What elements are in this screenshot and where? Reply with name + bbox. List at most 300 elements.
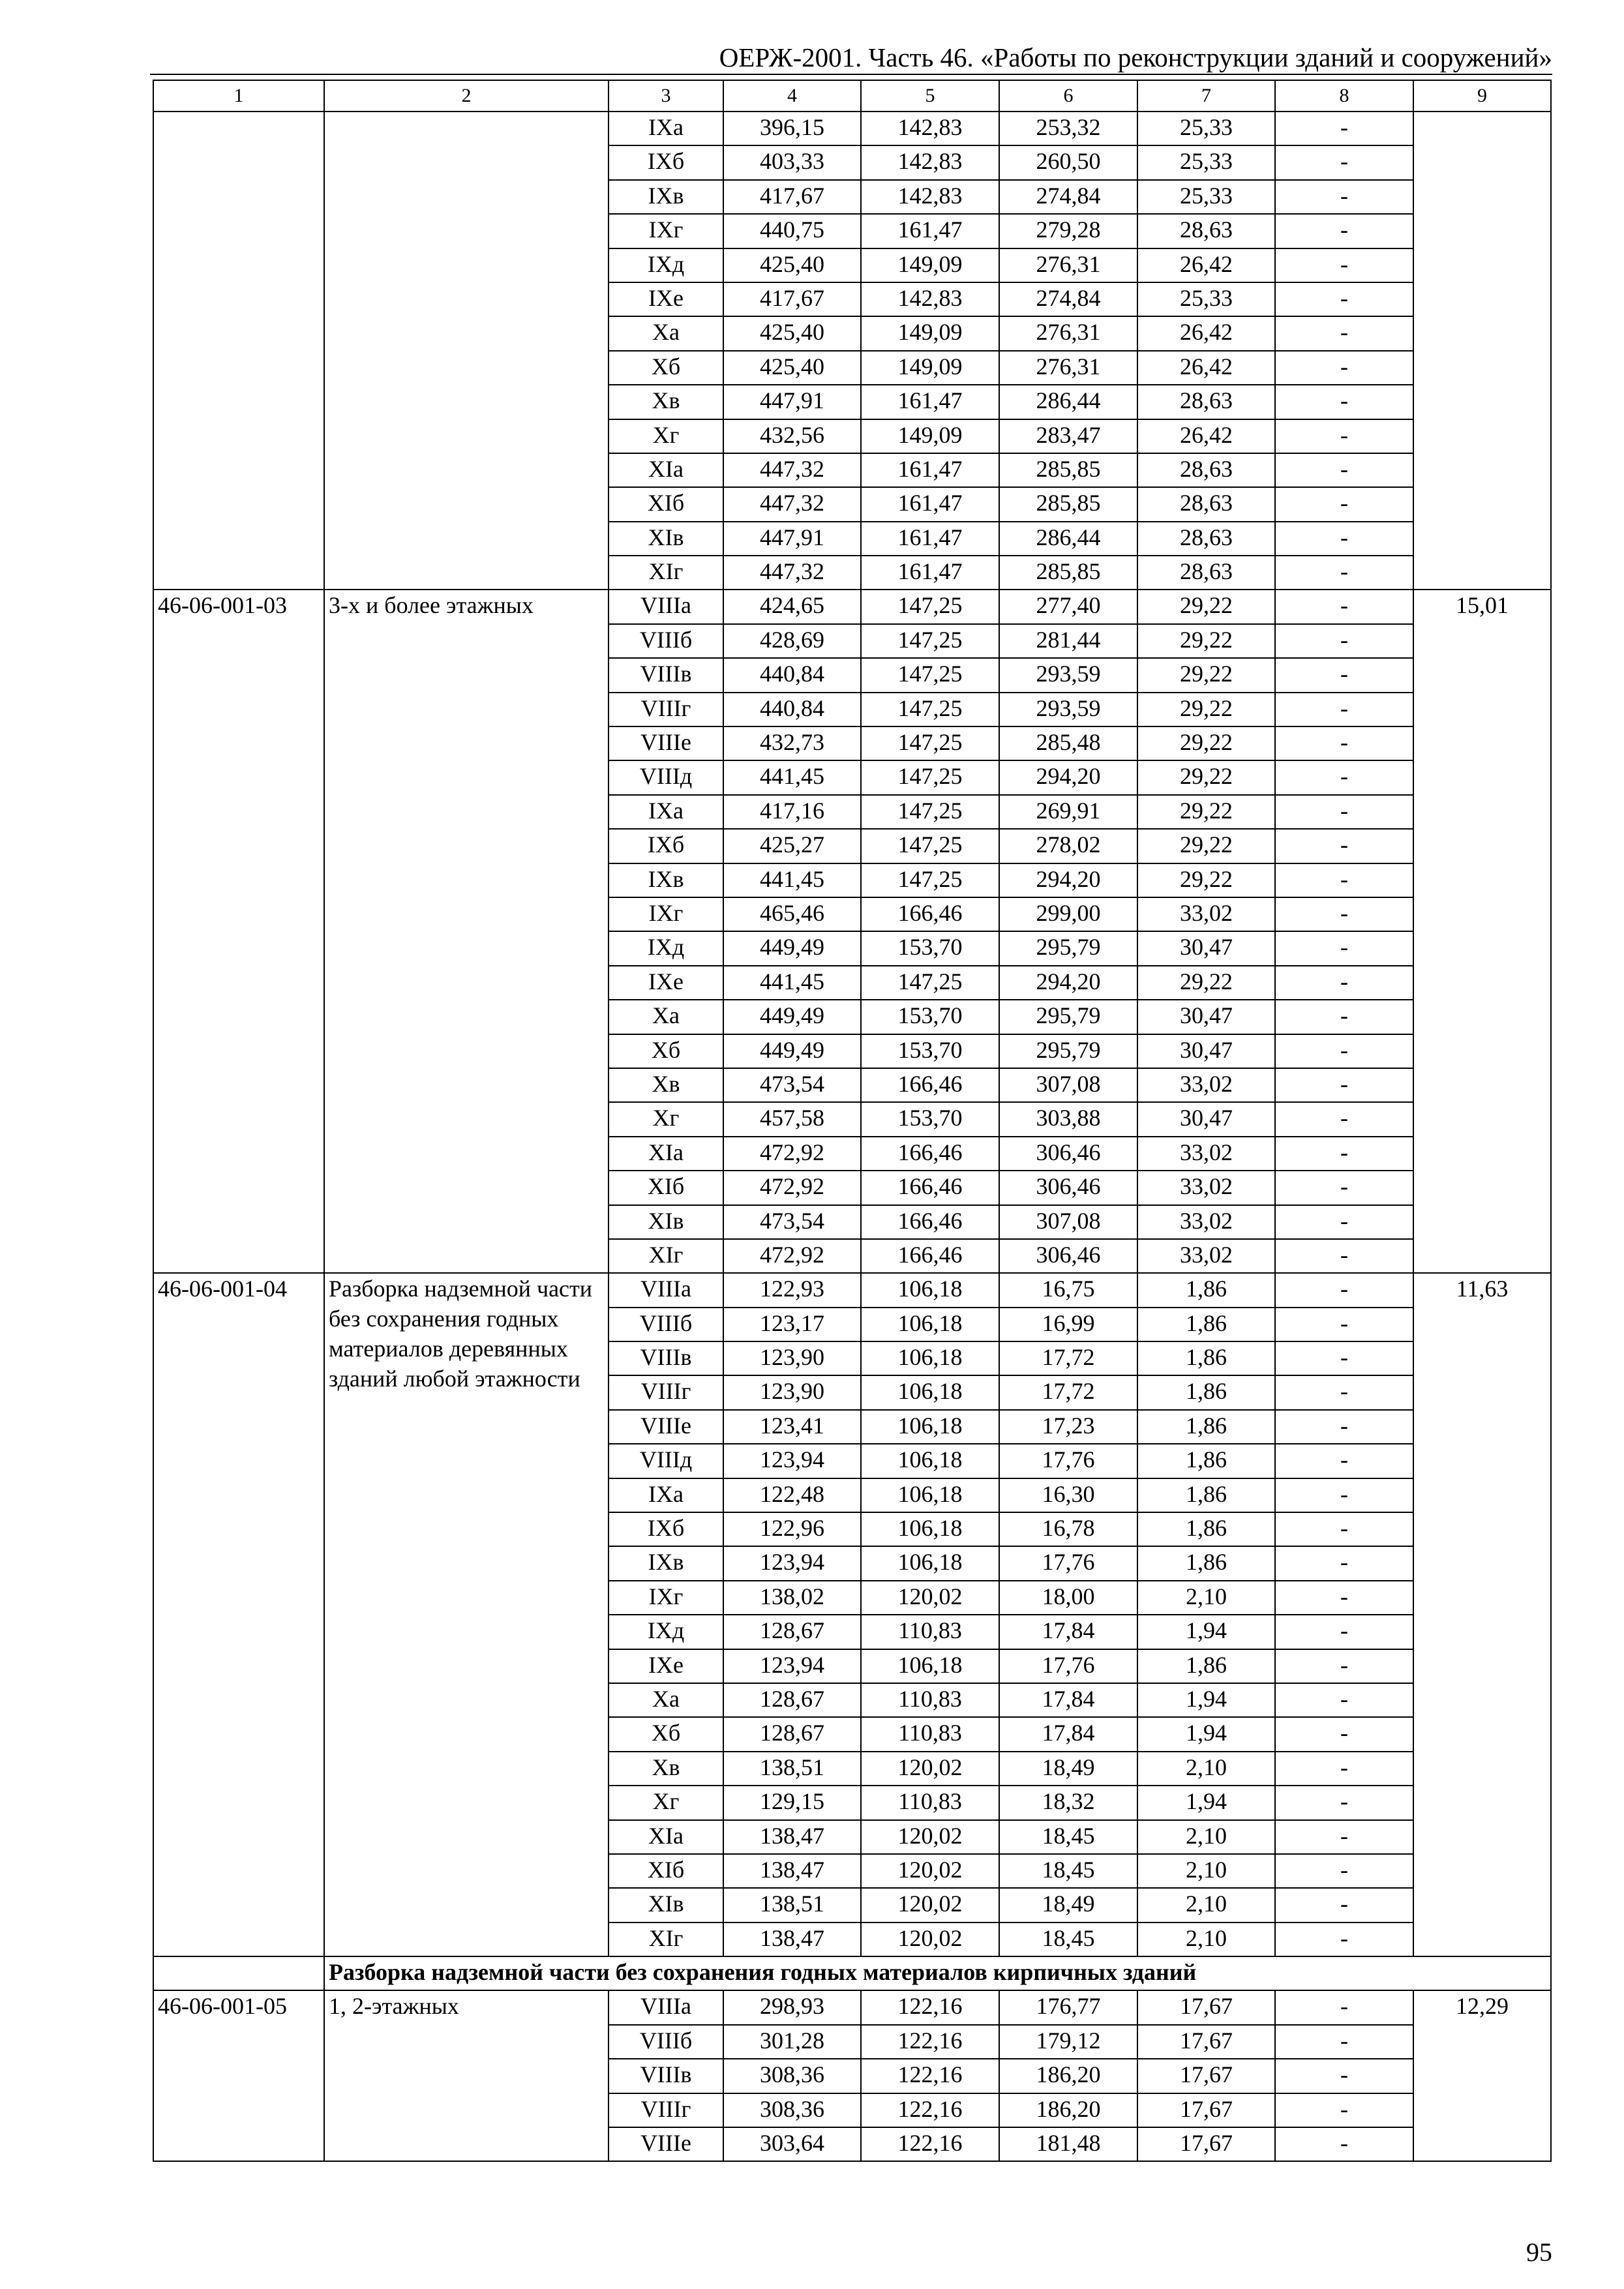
machine-costs: 179,12 [999,2025,1137,2059]
labor-costs: 142,83 [861,145,999,179]
labor-costs: 106,18 [861,1410,999,1444]
labor-costs: 106,18 [861,1375,999,1409]
labor-costs: 147,25 [861,760,999,794]
machine-costs: 16,30 [999,1478,1137,1512]
column-number: 4 [723,80,861,112]
labor-hours: 12,29 [1413,1990,1551,2161]
machine-costs: 294,20 [999,760,1137,794]
zone-class: XIг [609,1239,723,1273]
direct-costs: 138,47 [723,1854,861,1888]
zone-class: Xа [609,1683,723,1717]
machine-costs: 294,20 [999,966,1137,1000]
operator-wages: 2,10 [1137,1820,1275,1854]
materials-cost: - [1275,931,1413,965]
direct-costs: 449,49 [723,1034,861,1068]
labor-costs: 149,09 [861,351,999,385]
materials-cost: - [1275,1786,1413,1819]
materials-cost: - [1275,214,1413,248]
labor-costs: 142,83 [861,180,999,214]
labor-costs: 122,16 [861,2093,999,2127]
zone-class: Xв [609,1068,723,1102]
operator-wages: 25,33 [1137,282,1275,316]
machine-costs: 17,84 [999,1683,1137,1717]
materials-cost: - [1275,829,1413,863]
materials-cost: - [1275,1581,1413,1615]
materials-cost: - [1275,1137,1413,1171]
operator-wages: 33,02 [1137,1137,1275,1171]
direct-costs: 425,40 [723,248,861,282]
operator-wages: 1,86 [1137,1375,1275,1409]
direct-costs: 308,36 [723,2093,861,2127]
materials-cost: - [1275,487,1413,521]
materials-cost: - [1275,2059,1413,2093]
machine-costs: 303,88 [999,1102,1137,1136]
materials-cost: - [1275,145,1413,179]
labor-costs: 120,02 [861,1581,999,1615]
direct-costs: 447,32 [723,487,861,521]
materials-cost: - [1275,1444,1413,1478]
machine-costs: 283,47 [999,419,1137,453]
zone-class: XIг [609,1922,723,1956]
zone-class: Xб [609,351,723,385]
zone-class: Xб [609,1717,723,1751]
zone-class: IXб [609,145,723,179]
machine-costs: 253,32 [999,112,1137,145]
rates-table [153,80,1552,2162]
materials-cost: - [1275,624,1413,658]
labor-costs: 122,16 [861,1990,999,2024]
operator-wages: 28,63 [1137,214,1275,248]
materials-cost: - [1275,1990,1413,2024]
labor-costs: 106,18 [861,1273,999,1307]
operator-wages: 28,63 [1137,522,1275,556]
labor-costs: 149,09 [861,248,999,282]
labor-costs: 106,18 [861,1341,999,1375]
machine-costs: 306,46 [999,1137,1137,1171]
zone-class: XIв [609,522,723,556]
direct-costs: 441,45 [723,966,861,1000]
direct-costs: 403,33 [723,145,861,179]
direct-costs: 425,40 [723,316,861,350]
direct-costs: 417,67 [723,282,861,316]
machine-costs: 17,84 [999,1717,1137,1751]
column-number: 7 [1137,80,1275,112]
machine-costs: 307,08 [999,1068,1137,1102]
column-number: 6 [999,80,1137,112]
materials-cost: - [1275,1102,1413,1136]
operator-wages: 17,67 [1137,2093,1275,2127]
operator-wages: 2,10 [1137,1922,1275,1956]
labor-costs: 161,47 [861,556,999,590]
materials-cost: - [1275,248,1413,282]
machine-costs: 286,44 [999,522,1137,556]
direct-costs: 428,69 [723,624,861,658]
zone-class: IXг [609,1581,723,1615]
page-header: ОЕРЖ-2001. Часть 46. «Работы по реконструкции зданий и сооружений» [719,42,1552,72]
zone-class: Xг [609,419,723,453]
labor-costs: 120,02 [861,1922,999,1956]
machine-costs: 285,48 [999,726,1137,760]
operator-wages: 33,02 [1137,1239,1275,1273]
machine-costs: 286,44 [999,385,1137,419]
materials-cost: - [1275,419,1413,453]
direct-costs: 473,54 [723,1205,861,1239]
zone-class: Xв [609,1752,723,1786]
column-number-row [153,80,1551,112]
direct-costs: 447,91 [723,522,861,556]
zone-class: VIIIе [609,726,723,760]
zone-class: IXе [609,966,723,1000]
column-number: 3 [609,80,723,112]
direct-costs: 425,40 [723,351,861,385]
operator-wages: 28,63 [1137,556,1275,590]
materials-cost: - [1275,112,1413,145]
operator-wages: 26,42 [1137,419,1275,453]
labor-costs: 122,16 [861,2025,999,2059]
labor-costs: 147,25 [861,590,999,623]
zone-class: VIIIе [609,2127,723,2161]
zone-class: XIб [609,1171,723,1204]
zone-class: VIIIа [609,1273,723,1307]
direct-costs: 440,84 [723,693,861,726]
machine-costs: 17,72 [999,1341,1137,1375]
materials-cost: - [1275,1752,1413,1786]
column-number: 1 [153,80,324,112]
table-row [153,1273,1551,1307]
machine-costs: 17,76 [999,1546,1137,1580]
direct-costs: 449,49 [723,931,861,965]
direct-costs: 122,96 [723,1512,861,1546]
machine-costs: 17,84 [999,1615,1137,1649]
machine-costs: 186,20 [999,2059,1137,2093]
direct-costs: 472,92 [723,1137,861,1171]
materials-cost: - [1275,1000,1413,1034]
direct-costs: 432,56 [723,419,861,453]
operator-wages: 29,22 [1137,624,1275,658]
machine-costs: 295,79 [999,931,1137,965]
zone-class: VIIIа [609,590,723,623]
machine-costs: 181,48 [999,2127,1137,2161]
labor-costs: 149,09 [861,316,999,350]
direct-costs: 441,45 [723,863,861,897]
direct-costs: 138,47 [723,1820,861,1854]
operator-wages: 26,42 [1137,248,1275,282]
direct-costs: 138,51 [723,1888,861,1922]
labor-costs: 166,46 [861,1171,999,1204]
zone-class: XIа [609,453,723,487]
machine-costs: 186,20 [999,2093,1137,2127]
work-name: 3-х и более этажных [324,590,609,1273]
zone-class: VIIIб [609,2025,723,2059]
labor-costs: 120,02 [861,1854,999,1888]
labor-costs: 147,25 [861,624,999,658]
zone-class: VIIIг [609,1375,723,1409]
machine-costs: 306,46 [999,1171,1137,1204]
labor-costs: 161,47 [861,487,999,521]
operator-wages: 25,33 [1137,145,1275,179]
labor-hours: 15,01 [1413,590,1551,1273]
column-number: 9 [1413,80,1551,112]
direct-costs: 465,46 [723,897,861,931]
labor-costs: 110,83 [861,1717,999,1751]
section-title: Разборка надземной части без сохранения годных материалов кирпичных зданий [324,1956,1551,1990]
materials-cost: - [1275,693,1413,726]
header-rule [150,74,1552,75]
direct-costs: 425,27 [723,829,861,863]
labor-costs: 147,25 [861,658,999,692]
operator-wages: 30,47 [1137,1034,1275,1068]
direct-costs: 129,15 [723,1786,861,1819]
machine-costs: 269,91 [999,795,1137,829]
operator-wages: 17,67 [1137,2059,1275,2093]
materials-cost: - [1275,1649,1413,1683]
operator-wages: 28,63 [1137,385,1275,419]
machine-costs: 285,85 [999,487,1137,521]
machine-costs: 276,31 [999,351,1137,385]
direct-costs: 303,64 [723,2127,861,2161]
direct-costs: 138,02 [723,1581,861,1615]
operator-wages: 2,10 [1137,1581,1275,1615]
table-row [153,590,1551,623]
materials-cost: - [1275,1341,1413,1375]
operator-wages: 1,94 [1137,1615,1275,1649]
operator-wages: 2,10 [1137,1752,1275,1786]
operator-wages: 26,42 [1137,351,1275,385]
operator-wages: 30,47 [1137,931,1275,965]
labor-costs: 122,16 [861,2059,999,2093]
labor-costs: 166,46 [861,897,999,931]
operator-wages: 33,02 [1137,1171,1275,1204]
machine-costs: 18,45 [999,1820,1137,1854]
zone-class: IXд [609,1615,723,1649]
zone-class: IXд [609,248,723,282]
materials-cost: - [1275,2127,1413,2161]
operator-wages: 33,02 [1137,897,1275,931]
direct-costs: 396,15 [723,112,861,145]
materials-cost: - [1275,863,1413,897]
direct-costs: 447,32 [723,556,861,590]
operator-wages: 26,42 [1137,316,1275,350]
machine-costs: 274,84 [999,282,1137,316]
direct-costs: 473,54 [723,1068,861,1102]
machine-costs: 285,85 [999,453,1137,487]
labor-costs: 106,18 [861,1444,999,1478]
direct-costs: 457,58 [723,1102,861,1136]
direct-costs: 123,94 [723,1444,861,1478]
direct-costs: 122,48 [723,1478,861,1512]
column-number: 2 [324,80,609,112]
zone-class: IXв [609,180,723,214]
direct-costs: 123,94 [723,1546,861,1580]
zone-class: XIб [609,487,723,521]
operator-wages: 1,94 [1137,1683,1275,1717]
zone-class: Xб [609,1034,723,1068]
labor-costs: 149,09 [861,419,999,453]
zone-class: IXд [609,931,723,965]
materials-cost: - [1275,351,1413,385]
machine-costs: 306,46 [999,1239,1137,1273]
operator-wages: 29,22 [1137,795,1275,829]
labor-costs: 166,46 [861,1205,999,1239]
operator-wages: 29,22 [1137,829,1275,863]
labor-costs: 106,18 [861,1512,999,1546]
machine-costs: 299,00 [999,897,1137,931]
machine-costs: 18,32 [999,1786,1137,1819]
materials-cost: - [1275,966,1413,1000]
materials-cost: - [1275,1068,1413,1102]
machine-costs: 285,85 [999,556,1137,590]
zone-class: IXг [609,897,723,931]
machine-costs: 18,49 [999,1752,1137,1786]
labor-costs: 166,46 [861,1239,999,1273]
direct-costs: 440,75 [723,214,861,248]
labor-costs: 161,47 [861,214,999,248]
section-row [153,1956,1551,1990]
operator-wages: 29,22 [1137,726,1275,760]
labor-costs: 106,18 [861,1649,999,1683]
materials-cost: - [1275,1239,1413,1273]
machine-costs: 274,84 [999,180,1137,214]
zone-class: VIIIа [609,1990,723,2024]
column-number: 8 [1275,80,1413,112]
materials-cost: - [1275,1171,1413,1204]
zone-class: IXе [609,282,723,316]
machine-costs: 17,76 [999,1444,1137,1478]
labor-costs: 110,83 [861,1683,999,1717]
machine-costs: 278,02 [999,829,1137,863]
machine-costs: 307,08 [999,1205,1137,1239]
zone-class: IXа [609,112,723,145]
zone-class: VIIIв [609,1341,723,1375]
direct-costs: 123,90 [723,1341,861,1375]
labor-costs: 120,02 [861,1888,999,1922]
work-name [324,112,609,590]
operator-wages: 1,94 [1137,1717,1275,1751]
labor-costs: 166,46 [861,1137,999,1171]
machine-costs: 17,76 [999,1649,1137,1683]
labor-costs: 153,70 [861,931,999,965]
operator-wages: 1,94 [1137,1786,1275,1819]
labor-costs: 106,18 [861,1546,999,1580]
machine-costs: 279,28 [999,214,1137,248]
direct-costs: 138,47 [723,1922,861,1956]
zone-class: VIIIг [609,2093,723,2127]
materials-cost: - [1275,726,1413,760]
materials-cost: - [1275,556,1413,590]
direct-costs: 128,67 [723,1717,861,1751]
operator-wages: 33,02 [1137,1068,1275,1102]
direct-costs: 301,28 [723,2025,861,2059]
direct-costs: 308,36 [723,2059,861,2093]
zone-class: VIIIд [609,760,723,794]
operator-wages: 29,22 [1137,693,1275,726]
labor-costs: 153,70 [861,1102,999,1136]
direct-costs: 138,51 [723,1752,861,1786]
table-row [153,1990,1551,2024]
direct-costs: 128,67 [723,1683,861,1717]
materials-cost: - [1275,1375,1413,1409]
direct-costs: 128,67 [723,1615,861,1649]
operator-wages: 29,22 [1137,590,1275,623]
zone-class: IXв [609,863,723,897]
labor-costs: 161,47 [861,453,999,487]
direct-costs: 449,49 [723,1000,861,1034]
machine-costs: 293,59 [999,693,1137,726]
labor-costs: 147,25 [861,726,999,760]
materials-cost: - [1275,2093,1413,2127]
operator-wages: 28,63 [1137,453,1275,487]
operator-wages: 1,86 [1137,1478,1275,1512]
machine-costs: 18,45 [999,1922,1137,1956]
direct-costs: 472,92 [723,1171,861,1204]
operator-wages: 17,67 [1137,2127,1275,2161]
operator-wages: 1,86 [1137,1444,1275,1478]
direct-costs: 447,32 [723,453,861,487]
operator-wages: 25,33 [1137,180,1275,214]
zone-class: XIв [609,1205,723,1239]
direct-costs: 447,91 [723,385,861,419]
labor-costs: 120,02 [861,1752,999,1786]
zone-class: Xг [609,1102,723,1136]
materials-cost: - [1275,282,1413,316]
zone-class: Xа [609,1000,723,1034]
machine-costs: 293,59 [999,658,1137,692]
zone-class: VIIIе [609,1410,723,1444]
machine-costs: 18,45 [999,1854,1137,1888]
labor-costs: 147,25 [861,966,999,1000]
operator-wages: 25,33 [1137,112,1275,145]
zone-class: IXг [609,214,723,248]
labor-costs: 106,18 [861,1308,999,1341]
direct-costs: 123,17 [723,1308,861,1341]
operator-wages: 29,22 [1137,863,1275,897]
materials-cost: - [1275,1854,1413,1888]
rate-code: 46-06-001-05 [153,1990,324,2161]
direct-costs: 472,92 [723,1239,861,1273]
labor-hours [1413,112,1551,590]
machine-costs: 17,23 [999,1410,1137,1444]
operator-wages: 28,63 [1137,487,1275,521]
machine-costs: 16,75 [999,1273,1137,1307]
materials-cost: - [1275,180,1413,214]
zone-class: VIIIг [609,693,723,726]
labor-costs: 147,25 [861,795,999,829]
zone-class: VIIIв [609,658,723,692]
machine-costs: 276,31 [999,316,1137,350]
zone-class: IXа [609,1478,723,1512]
materials-cost: - [1275,1478,1413,1512]
machine-costs: 17,72 [999,1375,1137,1409]
zone-class: IXб [609,1512,723,1546]
operator-wages: 29,22 [1137,658,1275,692]
operator-wages: 17,67 [1137,1990,1275,2024]
work-name: Разборка надземной части без сохранения годных материалов деревянных зданий любой этажности [324,1273,609,1956]
materials-cost: - [1275,453,1413,487]
materials-cost: - [1275,2025,1413,2059]
rate-code [153,112,324,590]
machine-costs: 281,44 [999,624,1137,658]
zone-class: Xв [609,385,723,419]
table-row [153,112,1551,145]
labor-costs: 110,83 [861,1786,999,1819]
materials-cost: - [1275,760,1413,794]
zone-class: XIб [609,1854,723,1888]
materials-cost: - [1275,1615,1413,1649]
labor-costs: 161,47 [861,522,999,556]
materials-cost: - [1275,1308,1413,1341]
materials-cost: - [1275,1546,1413,1580]
work-name: 1, 2-этажных [324,1990,609,2161]
